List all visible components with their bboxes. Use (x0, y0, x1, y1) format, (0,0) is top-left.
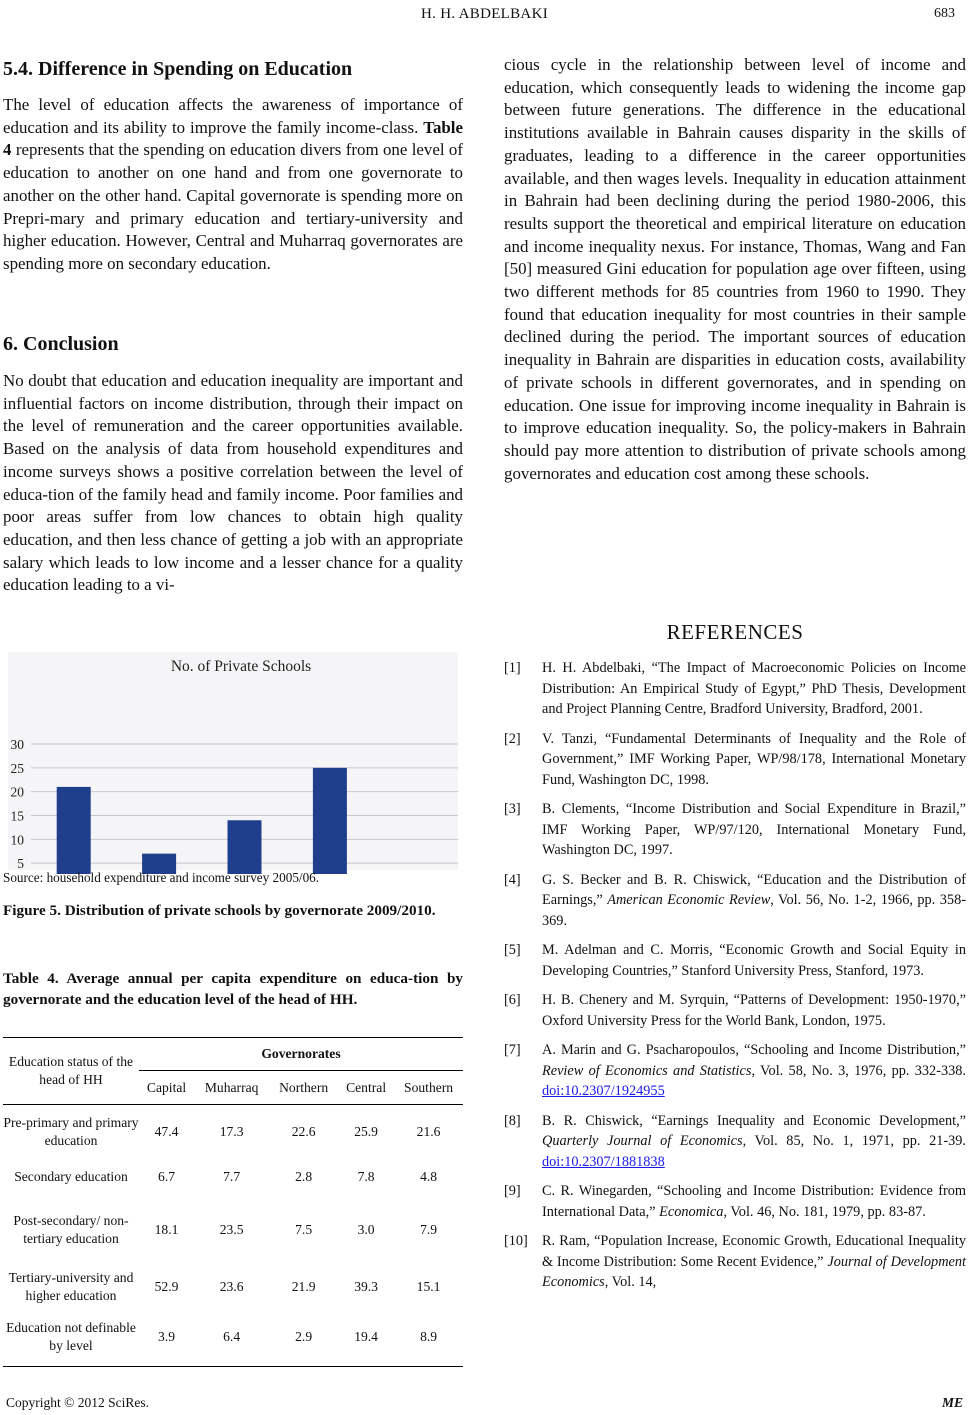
reference-item (504, 729, 966, 791)
table-column-header: Muharraq (204, 1079, 259, 1095)
reference-text-part: , Vol. 58, No. 3, 1976, pp. 332-338. (751, 1062, 966, 1079)
table-cell: 7.9 (420, 1221, 438, 1237)
reference-text (542, 1181, 966, 1222)
table-cell: 2.9 (295, 1329, 313, 1345)
reference-item (504, 799, 966, 861)
reference-text-part: B. Clements, “Income Distribution and Social Expenditure in Brazil,” IMF Working Paper, WP/97/120, International Monetary Fund, Washington DC, 1997. (542, 801, 966, 858)
table-row-header: Education status of the head of HH (8, 1054, 134, 1087)
reference-text (542, 1111, 966, 1173)
table-column-header: Southern (404, 1079, 454, 1095)
table-row (3, 1159, 463, 1195)
y-tick-label: 5 (17, 856, 24, 872)
reference-item (504, 1181, 966, 1222)
table-cell: 2.8 (295, 1168, 313, 1184)
reference-journal-title: Journal of Development Economics (542, 1253, 966, 1290)
figure-5-caption: Figure 5. Distribution of private schools by governorate 2009/2010. (3, 902, 436, 919)
table-cell: 23.6 (219, 1278, 244, 1294)
table-cell: 21.6 (416, 1123, 441, 1139)
table-row-label: Post-secondary/ non-tertiary education (13, 1212, 129, 1246)
journal-abbreviation: ME (941, 1395, 963, 1410)
table-cell: 18.1 (154, 1221, 179, 1237)
reference-text-part: H. B. Chenery and M. Syrquin, “Patterns of Development: 1950-1970,” Oxford University Press for the World Bank, London, 1975. (542, 992, 966, 1029)
reference-item (504, 1040, 966, 1102)
reference-journal-title: American Economic Review (607, 892, 771, 908)
reference-item (504, 658, 966, 720)
reference-text-part: A. Marin and G. Psacharopoulos, “Schooling and Income Distribution,” (542, 1042, 966, 1058)
table-column-header: Capital (146, 1079, 187, 1095)
y-tick-label: 15 (10, 808, 24, 824)
table-column-header: Northern (279, 1079, 329, 1095)
table-cell: 47.4 (154, 1123, 179, 1139)
section-5-4-text-b: represents that the spending on education divers from one level of education to another on one hand and from one governorate to another on the other hand. Capital governorate is spending more on Prepri-mary and primary education and tertiary-university and higher education. However, Central and Muharraq governorates are spending more on secondary education. (3, 140, 463, 273)
references-list (504, 658, 966, 1302)
page-footer (6, 1395, 963, 1411)
reference-text (542, 870, 966, 932)
reference-item (504, 1231, 966, 1293)
section-6-text: No doubt that education and education inequality are important and influential factors on income distribution, through their impact on the level of remuneration and the career opportunities available. Based on the analysis of data from household expenditures and income surveys shows a positive correlation between the level of educa-tion of the family head and family income. Poor families and poor areas suffer from low chances to obtain high quality education, and then less chance of getting a job with an appropriate salary which leads to low income and a lesser chance for a quality education leading to a vi- (3, 371, 463, 595)
table-cell: 39.3 (354, 1278, 378, 1294)
table-cell: 19.4 (354, 1329, 378, 1345)
references-title: REFERENCES (666, 620, 804, 644)
reference-text-part: C. R. Winegarden, “Schooling and Income Distribution: Evidence from International Data,” (542, 1183, 966, 1220)
table-cell: 52.9 (154, 1278, 179, 1294)
table-row (3, 1105, 463, 1159)
doi-link[interactable]: doi:10.2307/1924955 (542, 1083, 665, 1099)
table-row-label: Secondary education (14, 1168, 128, 1184)
table-row (3, 1309, 463, 1367)
y-tick-label: 30 (10, 737, 24, 752)
table-cell: 23.5 (219, 1221, 244, 1237)
reference-text (542, 799, 966, 861)
reference-text-part: M. Adelman and C. Morris, “Economic Growth and Social Equity in Developing Countries,” Stanford University Press, Stanford, 1973. (542, 942, 966, 979)
table-group-header: Governorates (261, 1046, 341, 1061)
table-row (3, 1265, 463, 1309)
table-4-caption: Table 4. Average annual per capita expenditure on educa-tion by governorate and the education level of the head of HH. (3, 970, 463, 1008)
conclusion-continuation-text: cious cycle in the relationship between level of income and education, which consequently leads to widening the income gap between future generations. The difference in the educational institutions available in Bahrain causes disparity in the skills of graduates, leading to a difference in the career opportunities available, and then wages levels. Inequality in education attainment in Bahrain had been declining during the period 1980-2006, this results support the theoretical and empirical literature on education and income inequality nexus. For instance, Thomas, Wang and Fan [50] measured Gini education for population age over fifteen, using two different methods for 85 countries from 1960 to 1990. They found that education inequality for most countries in their sample declined during the period. The important sources of education inequality in Bahrain are disparities in education costs, availability of private schools in different governorates, and in spending on education. One issue for improving income inequality in Bahrain is to improve education inequality. So, the policy-makers in Bahrain should pay more attention to distribution of private schools among governorates and education cost among these schools. (504, 55, 966, 483)
reference-number: [2] (504, 730, 521, 747)
reference-number: [10] (504, 1233, 528, 1249)
reference-number: [1] (504, 660, 521, 676)
section-5-4-text (3, 94, 463, 276)
y-tick-label: 10 (10, 832, 24, 848)
section-5-4-title: 5.4. Difference in Spending on Education (3, 58, 353, 80)
reference-number: [8] (504, 1112, 521, 1129)
section-5-4-text-a: The level of education affects the awareness of importance of education and its ability to improve the family income-class. (3, 95, 463, 137)
reference-journal-title: Economica (659, 1203, 724, 1220)
reference-journal-title: Quarterly Journal of Economics (542, 1133, 743, 1149)
y-tick-label: 20 (10, 784, 24, 800)
reference-text-part: , Vol. 85, No. 1, 1971, pp. 21-39. (742, 1133, 967, 1149)
bar (313, 768, 347, 874)
table-row-label: Tertiary-university and higher education (8, 1269, 134, 1303)
table-cell: 7.5 (295, 1221, 313, 1237)
reference-text-part: G. S. Becker and B. R. Chiswick, “Education and the Distribution of Earnings,” (542, 871, 966, 908)
reference-item (504, 1111, 966, 1173)
reference-text (542, 1040, 966, 1102)
reference-text-part: R. Ram, “Population Increase, Economic Growth, Educational Inequality & Income Distribution: Some Recent Evidence,” (542, 1233, 966, 1270)
doi-link[interactable]: doi:10.2307/1881838 (542, 1153, 665, 1170)
table-cell: 7.8 (357, 1168, 375, 1184)
reference-number: [9] (504, 1183, 521, 1199)
chart-source-note: Source: household expenditure and income survey 2005/06. (3, 870, 320, 885)
reference-number: [7] (504, 1042, 521, 1058)
reference-text (542, 658, 966, 720)
page-number: 683 (934, 6, 955, 21)
table-cell: 3.9 (158, 1329, 176, 1345)
reference-item (504, 940, 966, 981)
table-cell: 15.1 (416, 1278, 441, 1294)
table-cell: 3.0 (357, 1221, 375, 1237)
table-cell: 17.3 (219, 1123, 244, 1139)
chart-title: No. of Private Schools (170, 658, 312, 675)
reference-text (542, 990, 966, 1031)
reference-number: [6] (504, 992, 521, 1008)
reference-item (504, 870, 966, 932)
reference-number: [4] (504, 871, 521, 888)
table-row-label: Pre-primary and primary education (3, 1114, 139, 1148)
reference-text-part: V. Tanzi, “Fundamental Determinants of Inequality and the Role of Government,” IMF Working Paper, WP/98/178, International Monetary Fund, Washington DC, 1998. (542, 730, 966, 788)
reference-text (542, 729, 966, 791)
table-4 (3, 1037, 463, 1367)
running-header-author: H. H. ABDELBAKI (421, 6, 548, 22)
reference-number: [5] (504, 942, 521, 958)
table-cell: 21.9 (291, 1278, 316, 1294)
reference-text-part: , Vol. 46, No. 181, 1979, pp. 83-87. (723, 1203, 926, 1220)
bar (57, 787, 91, 874)
table-cell: 6.7 (158, 1168, 176, 1184)
reference-number: [3] (504, 801, 521, 817)
reference-text-part: , Vol. 14, (604, 1274, 657, 1290)
table-cell: 6.4 (223, 1329, 241, 1345)
table-row-label: Education not definable by level (6, 1320, 136, 1354)
reference-text-part: , Vol. 56, No. 1-2, 1966, pp. 358-369. (542, 892, 966, 929)
bar (228, 820, 262, 874)
table-cell: 7.7 (223, 1168, 241, 1184)
table-cell: 8.9 (420, 1329, 438, 1345)
running-header (0, 2, 969, 26)
reference-text-part: H. H. Abdelbaki, “The Impact of Macroeconomic Policies on Income Distribution: An Empirical Study of Egypt,” PhD Thesis, Development and Project Planning Centre, Bradford University, Bradford, 2001. (542, 660, 966, 717)
table-4-reference[interactable]: Table 4 (3, 117, 463, 160)
table-cell: 4.8 (420, 1168, 438, 1184)
table-cell: 22.6 (291, 1123, 316, 1139)
table-row (3, 1195, 463, 1265)
table-column-header: Central (346, 1079, 387, 1095)
reference-text (542, 1231, 966, 1293)
y-tick-label: 25 (10, 760, 24, 776)
private-schools-bar-chart (3, 644, 463, 874)
reference-text-part: B. R. Chiswick, “Earnings Inequality and Economic Development,” (542, 1112, 966, 1129)
copyright-notice: Copyright © 2012 SciRes. (6, 1395, 150, 1410)
reference-item (504, 990, 966, 1031)
section-6-title: 6. Conclusion (3, 333, 119, 355)
reference-text (542, 940, 966, 981)
reference-journal-title: Review of Economics and Statistics (542, 1062, 752, 1079)
table-cell: 25.9 (354, 1123, 378, 1139)
